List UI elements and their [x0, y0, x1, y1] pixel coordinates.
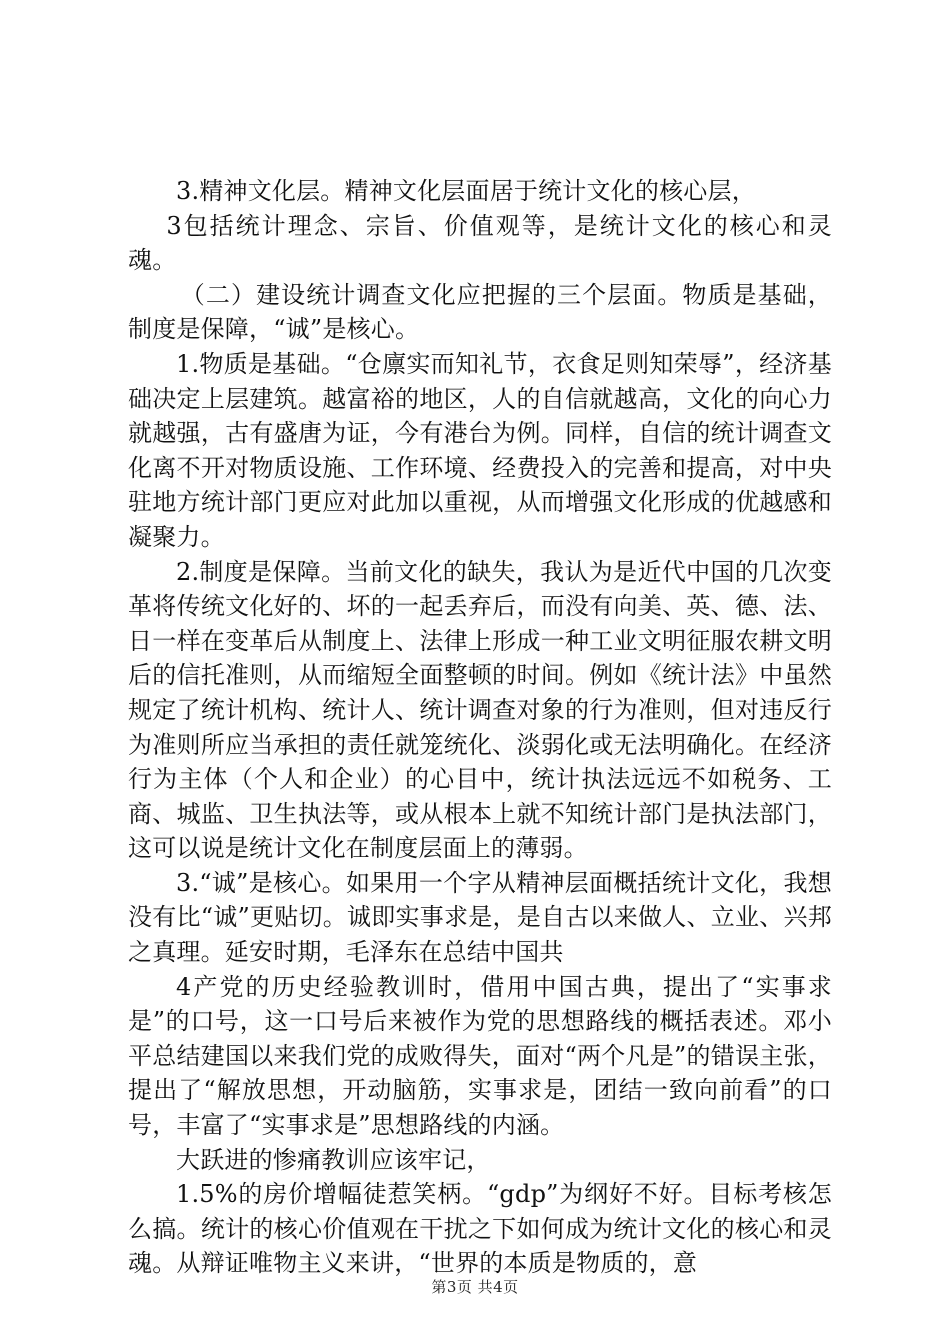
- paragraph-material-foundation: 1.物质是基础。“仓廪实而知礼节，衣食足则知荣辱”，经济基础决定上层建筑。越富裕的地区，人的自信就越高，文化的向心力就越强，古有盛唐为证，今有港台为例。同样，自信的统计调查文化离不开对物质设施、工作环境、经费投入的完善和提高，对中央驻地方统计部门更应对此加以重视，从而增强文化形成的优越感和凝聚力。: [128, 349, 832, 551]
- paragraph-great-leap-lesson: 大跃进的惨痛教训应该牢记，: [176, 1145, 491, 1174]
- page-footer: 第3页 共4页: [431, 1278, 519, 1296]
- paragraph-spiritual-culture-layer: 3.精神文化层。精神文化层面居于统计文化的核心层，: [176, 177, 756, 205]
- paragraph-sincerity-core: 3.“诚”是核心。如果用一个字从精神层面概括统计文化，我想没有比“诚”更贴切。诚即实事求是，是自古以来做人、立业、兴邦之真理。延安时期，毛泽东在总结中国共: [128, 868, 832, 967]
- paragraph-house-price-gdp: 1.5%的房价增幅徒惹笑柄。“gdp”为纲好不好。目标考核怎么搞。统计的核心价值观在干扰之下如何成为统计文化的核心和灵魂。从辩证唯物主义来讲，“世界的本质是物质的，意: [128, 1180, 832, 1278]
- paragraph-spiritual-culture-content: 3包括统计理念、宗旨、价值观等，是统计文化的核心和灵魂。: [128, 211, 832, 275]
- paragraph-section-two-heading: （二）建设统计调查文化应把握的三个层面。物质是基础，制度是保障，“诚”是核心。: [128, 280, 832, 344]
- paragraph-system-guarantee: 2.制度是保障。当前文化的缺失，我认为是近代中国的几次变革将传统文化好的、坏的一起丢弃后，而没有向美、英、德、法、日一样在变革后从制度上、法律上形成一种工业文明征服农耕文明后的信托准则，从而缩短全面整顿的时间。例如《统计法》中虽然规定了统计机构、统计人、统计调查对象的行为准则，但对违反行为准则所应当承担的责任就笼统化、淡弱化或无法明确化。在经济行为主体（个人和企业）的心目中，统计执法远远不如税务、工商、城监、卫生执法等，或从根本上就不知统计部门是执法部门，这可以说是统计文化在制度层面上的薄弱。: [128, 557, 832, 863]
- document-body: [128, 174, 832, 1281]
- paragraph-party-history: 4产党的历史经验教训时，借用中国古典，提出了“实事求是”的口号，这一口号后来被作为党的思想路线的概括表述。邓小平总结建国以来我们党的成败得失，面对“两个凡是”的错误主张，提出了“解放思想，开动脑筋，实事求是，团结一致向前看”的口号，丰富了“实事求是”思想路线的内涵。: [128, 972, 832, 1140]
